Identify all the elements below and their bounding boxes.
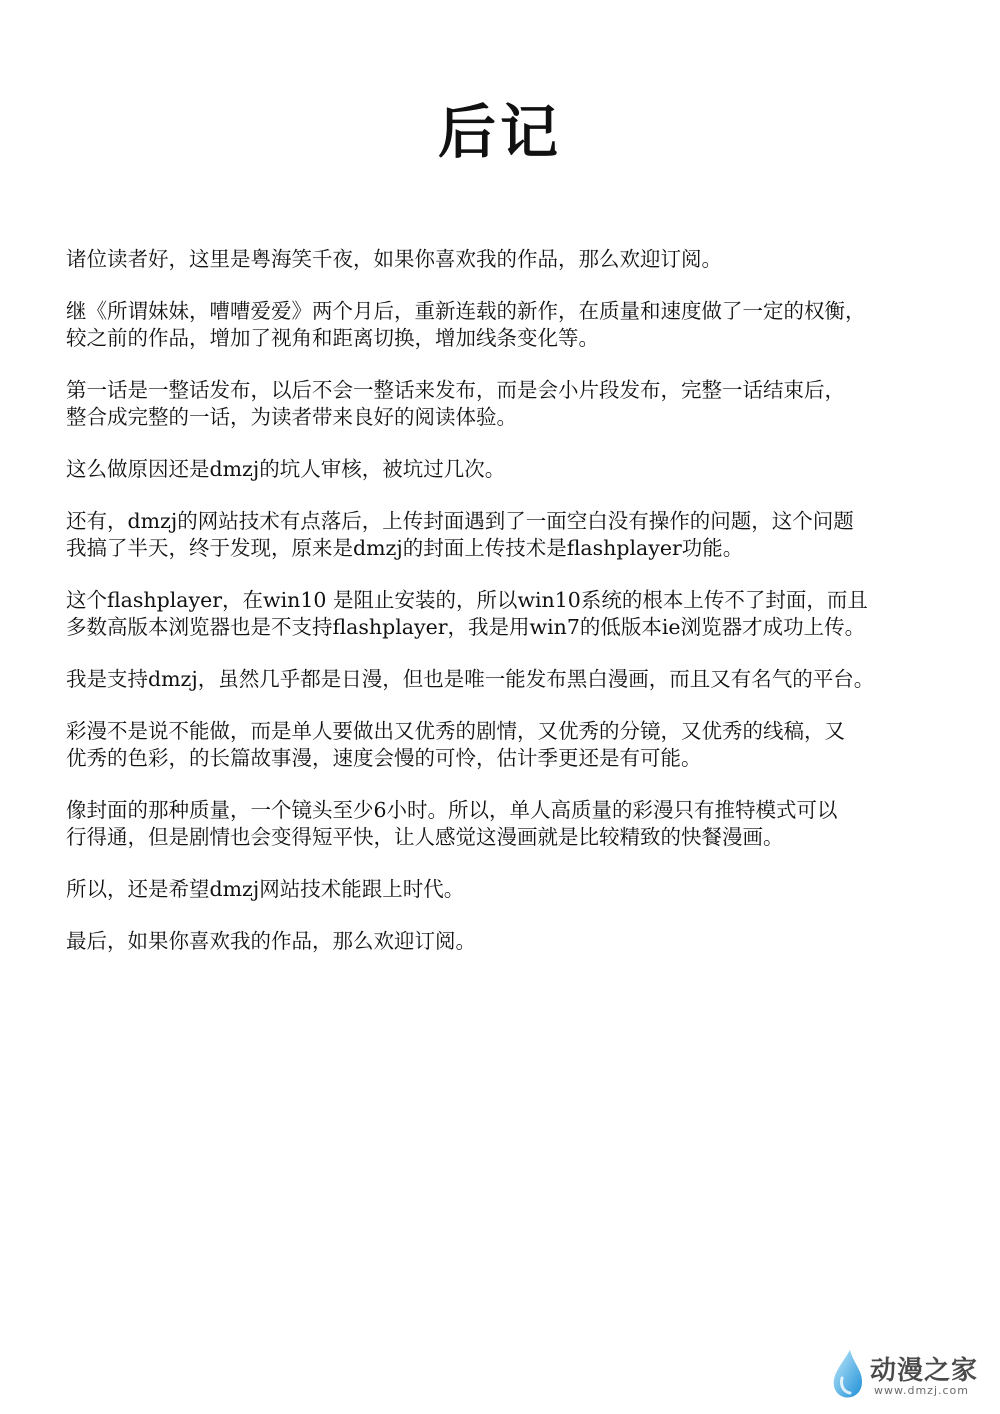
paragraph: [66, 298, 986, 352]
site-watermark: [828, 1342, 978, 1402]
paragraph-line: 这个flashplayer，在win10 是阻止安装的，所以win10系统的根本上传不了封面，而且: [66, 588, 868, 612]
paragraph-line: 第一话是一整话发布，以后不会一整话来发布，而是会小片段发布，完整一话结束后，: [66, 378, 845, 402]
paragraph-line: 继《所谓妹妹，嘈嘈爱爱》两个月后，重新连载的新作，在质量和速度做了一定的权衡，: [66, 299, 866, 323]
paragraph-line: 所以，还是希望dmzj网站技术能跟上时代。: [66, 877, 465, 901]
paragraph-line: 优秀的色彩，的长篇故事漫，速度会慢的可怜，估计季更还是有可能。: [66, 746, 702, 770]
watermark-brand: 动漫之家: [870, 1356, 979, 1386]
paragraph-line: 彩漫不是说不能做，而是单人要做出又优秀的剧情，又优秀的分镜，又优秀的线稿，又: [66, 719, 845, 743]
paragraph: [66, 666, 986, 693]
paragraph-line: 最后，如果你喜欢我的作品，那么欢迎订阅。: [66, 929, 476, 953]
paragraph-line: 诸位读者好，这里是粤海笑千夜，如果你喜欢我的作品，那么欢迎订阅。: [66, 247, 722, 271]
water-drop-logo-icon: [828, 1348, 868, 1402]
paragraph: [66, 246, 986, 273]
paragraph-line: 我是支持dmzj，虽然几乎都是日漫，但也是唯一能发布黑白漫画，而且又有名气的平台。: [66, 667, 875, 691]
paragraph-line: 行得通，但是剧情也会变得短平快，让人感觉这漫画就是比较精致的快餐漫画。: [66, 825, 784, 849]
paragraph: [66, 928, 986, 955]
afterword-body: [66, 246, 986, 980]
paragraph: [66, 508, 986, 562]
paragraph-line: 我搞了半天，终于发现，原来是dmzj的封面上传技术是flashplayer功能。: [66, 536, 744, 560]
paragraph: [66, 718, 986, 772]
paragraph-line: 像封面的那种质量，一个镜头至少6小时。所以，单人高质量的彩漫只有推特模式可以: [66, 798, 838, 822]
watermark-url: www.dmzj.com: [874, 1384, 969, 1397]
paragraph-line: 这么做原因还是dmzj的坑人审核，被坑过几次。: [66, 457, 506, 481]
paragraph-line: 整合成完整的一话，为读者带来良好的阅读体验。: [66, 405, 517, 429]
paragraph: [66, 456, 986, 483]
paragraph-line: 多数高版本浏览器也是不支持flashplayer，我是用win7的低版本ie浏览器才成功上传。: [66, 615, 866, 639]
page-title: 后记: [437, 98, 562, 166]
paragraph: [66, 587, 986, 641]
paragraph-line: 较之前的作品，增加了视角和距离切换，增加线条变化等。: [66, 326, 599, 350]
paragraph: [66, 797, 986, 851]
paragraph-line: 还有，dmzj的网站技术有点落后，上传封面遇到了一面空白没有操作的问题，这个问题: [66, 509, 854, 533]
paragraph: [66, 876, 986, 903]
paragraph: [66, 377, 986, 431]
